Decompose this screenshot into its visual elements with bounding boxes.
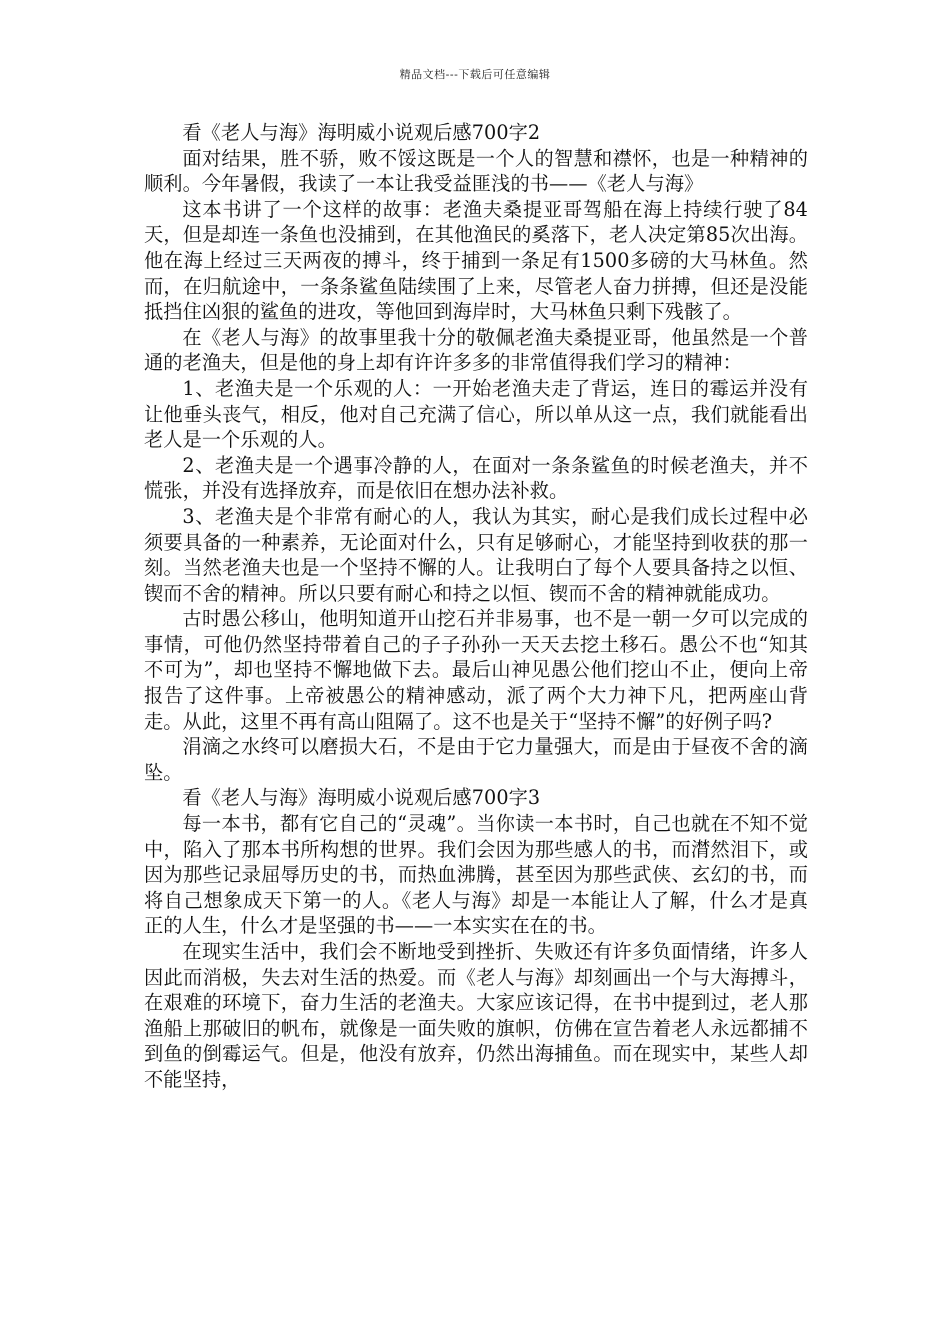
list-item-2: 2、老渔夫是一个遇事冷静的人，在面对一条条鲨鱼的时候老渔夫，并不慌张，并没有选择放弃，而是依旧在想办法补救。	[144, 453, 808, 503]
document-body	[144, 120, 808, 1093]
paragraph: 每一本书，都有它自己的“灵魂”。当你读一本书时，自己也就在不知不觉中，陷入了那本书所构想的世界。我们会因为那些感人的书，而潸然泪下，或因为那些记录屈辱历史的书，而热血沸腾，甚至因为那些武侠、玄幻的书，而将自己想象成天下第一的人。《老人与海》却是一本能让人了解，什么才是真正的人生，什么才是坚强的书——一本实实在在的书。	[144, 812, 808, 938]
paragraph: 在《老人与海》的故事里我十分的敬佩老渔夫桑提亚哥，他虽然是一个普通的老渔夫，但是他的身上却有许许多多的非常值得我们学习的精神：	[144, 325, 808, 375]
list-item-1: 1、老渔夫是一个乐观的人：一开始老渔夫走了背运，连日的霉运并没有让他垂头丧气，相反，他对自己充满了信心，所以单从这一点，我们就能看出老人是一个乐观的人。	[144, 376, 808, 452]
paragraph: 涓滴之水终可以磨损大石，不是由于它力量强大，而是由于昼夜不舍的滴坠。	[144, 735, 808, 784]
paragraph: 古时愚公移山，他明知道开山挖石并非易事，也不是一朝一夕可以完成的事情，可他仍然坚持带着自己的子子孙孙一天天去挖土移石。愚公不也“知其不可为”，却也坚持不懈地做下去。最后山神见愚公他们挖山不止，便向上帝报告了这件事。上帝被愚公的精神感动，派了两个大力神下凡，把两座山背走。从此，这里不再有高山阻隔了。这不也是关于“坚持不懈”的好例子吗?	[144, 607, 808, 733]
list-item-3: 3、老渔夫是个非常有耐心的人，我认为其实，耐心是我们成长过程中必须要具备的一种素养，无论面对什么，只有足够耐心，才能坚持到收获的那一刻。当然老渔夫也是一个坚持不懈的人。让我明白了每个人要具备持之以恒、锲而不舍的精神。所以只要有耐心和持之以恒、锲而不舍的精神就能成功。	[144, 504, 808, 605]
paragraph: 在现实生活中，我们会不断地受到挫折、失败还有许多负面情绪，许多人因此而消极，失去对生活的热爱。而《老人与海》却刻画出一个与大海搏斗，在艰难的环境下，奋力生活的老渔夫。大家应该记得，在书中提到过，老人那渔船上那破旧的帆布，就像是一面失败的旗帜，仿佛在宣告着老人永远都捕不到鱼的倒霉运气。但是，他没有放弃，仍然出海捕鱼。而在现实中，某些人却不能坚持，	[144, 940, 808, 1091]
paragraph: 面对结果，胜不骄，败不馁这既是一个人的智慧和襟怀，也是一种精神的顺利。今年暑假，我读了一本让我受益匪浅的书——《老人与海》	[144, 146, 808, 196]
page-header: 精品文档---下载后可任意编辑	[399, 68, 551, 81]
essay-title-2: 看《老人与海》海明威小说观后感700字2	[182, 121, 541, 144]
paragraph: 这本书讲了一个这样的故事：老渔夫桑提亚哥驾船在海上持续行驶了84天，但是却连一条鱼也没捕到，在其他渔民的奚落下，老人决定第85次出海。他在海上经过三天两夜的搏斗，终于捕到一条足有1500多磅的大马林鱼。然而，在归航途中，一条条鲨鱼陆续围了上来，尽管老人奋力拼搏，但还是没能抵挡住凶狠的鲨鱼的进攻，等他回到海岸时，大马林鱼只剩下残骸了。	[144, 197, 808, 324]
essay-title-3: 看《老人与海》海明威小说观后感700字3	[182, 786, 541, 810]
